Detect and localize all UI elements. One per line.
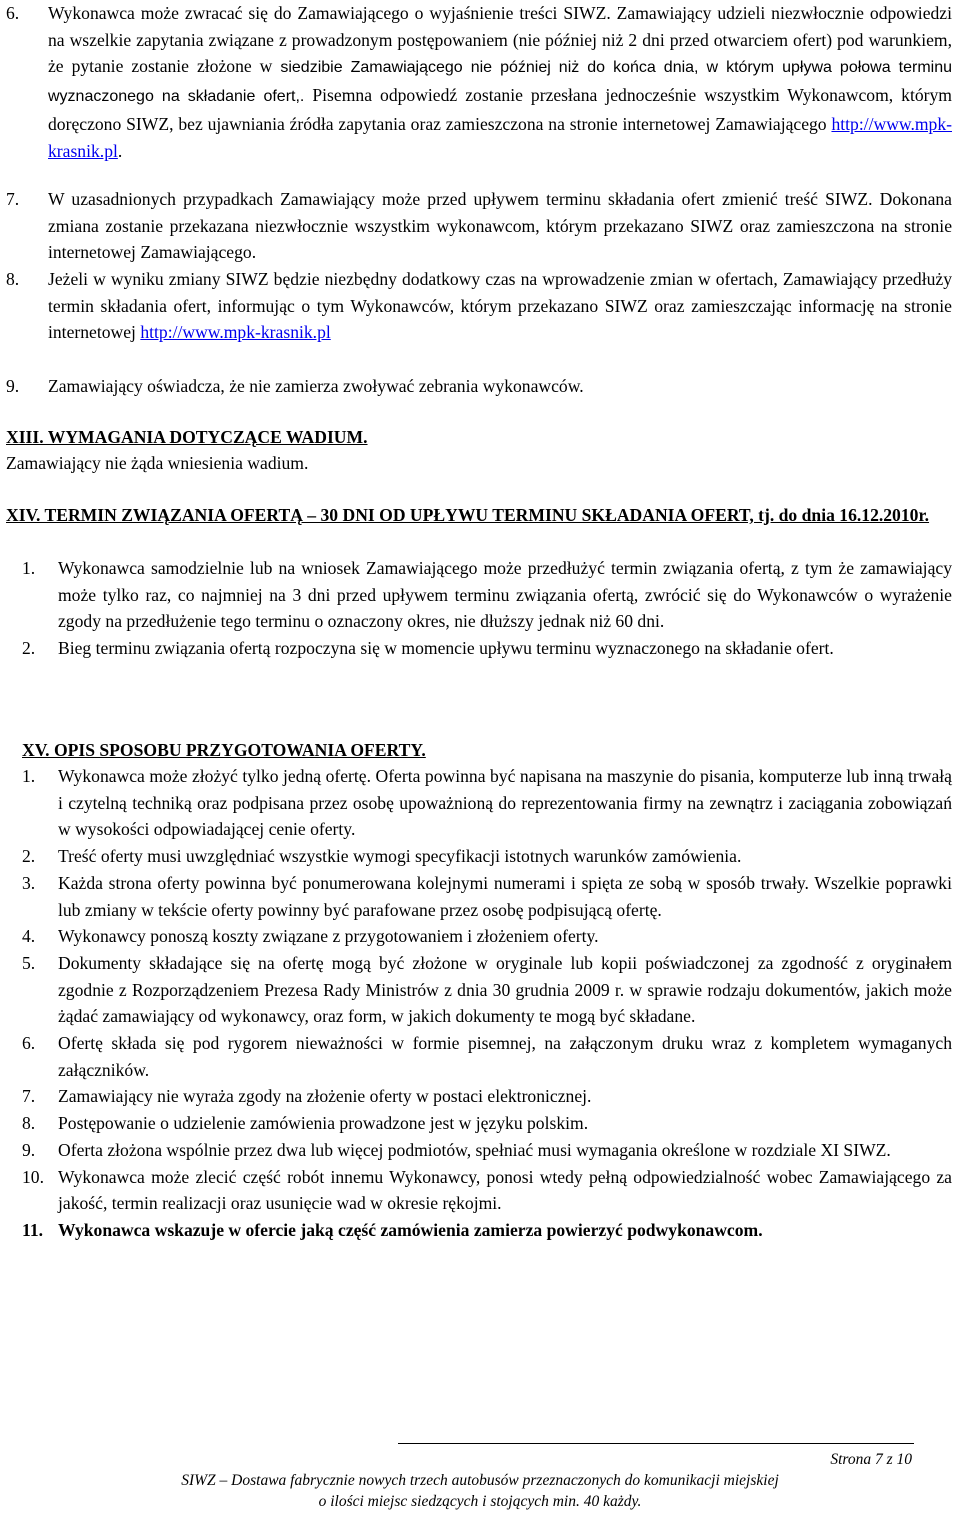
item-text: Wykonawca może zwracać się do Zamawiającego o wyjaśnienie treści SIWZ. Zamawiający udzieli niezwłocznie odpowiedzi na wszelkie zapytania związane z prowadzonym postępowaniem (nie później niż 2 dni przed otwarciem ofert) pod warunkiem, że pytanie zostanie złożone w siedzibie Zamawiającego nie później niż do końca dnia, w którym upływa połowa terminu wyznaczonego na składanie ofert,. Pisemna odpowiedź zostanie przesłana jednocześnie wszystkim Wykonawcom, którym doręczono SIWZ, bez ujawniania źródła zapytania oraz zamieszczona na stronie internetowej Zamawiającego http://www.mpk-krasnik.pl. bbox=[48, 3, 953, 161]
website-link[interactable]: http://www.mpk-krasnik.pl bbox=[140, 322, 331, 343]
list-item: 10. Wykonawca może zlecić część robót innemu Wykonawcy, ponosi wtedy pełną odpowiedzialność wobec Zamawiającego za jakość, termin realizacji oraz usunięcie wad w okresie rękojmi. bbox=[22, 1166, 952, 1214]
item-number: 7. bbox=[6, 189, 20, 209]
list-item: 4. Wykonawcy ponoszą koszty związane z przygotowaniem i złożeniem oferty. bbox=[22, 926, 599, 947]
section-xiii-text: Zamawiający nie żąda wniesienia wadium. bbox=[6, 453, 309, 473]
section-xv-list bbox=[22, 763, 952, 1244]
page-number: Strona 7 z 10 bbox=[830, 1451, 912, 1468]
list-item: 1. Wykonawca samodzielnie lub na wniosek Zamawiającego może przedłużyć termin związania ofertą, z tym że zamawiający może tylko raz, co najmniej na 3 dni przed upływem terminu związania ofertą, zwrócić się do Wykonawców o wyrażenie zgody na przedłużenie tego terminu o oznaczony okres, nie dłuższy jednak niż 60 dni. bbox=[22, 558, 952, 632]
list-item: 11. Wykonawca wskazuje w ofercie jaką część zamówienia zamierza powierzyć podwykonawcom. bbox=[22, 1219, 763, 1240]
list-item: 1. Wykonawca może złożyć tylko jedną ofertę. Oferta powinna być napisana na maszynie do pisania, komputerze lub inną trwałą i czytelną techniką oraz podpisana przez osobę upoważnioną do reprezentowania firmy na zewnątrz i zaciągania zobowiązań w wysokości odpowiadającej cenie oferty. bbox=[22, 766, 952, 840]
list-item-6 bbox=[6, 0, 952, 164]
section-heading-xiv: XIV. TERMIN ZWIĄZANIA OFERTĄ – 30 DNI OD UPŁYWU TERMINU SKŁADANIA OFERT, tj. do dnia 16.12.2010r. bbox=[6, 505, 930, 525]
list-item: 6. Ofertę składa się pod rygorem nieważności w formie pisemnej, na załączonym druku wraz z kompletem wymaganych załączników. bbox=[22, 1033, 952, 1080]
item-number: 8. bbox=[6, 269, 20, 289]
list-item: 8. Postępowanie o udzielenie zamówienia prowadzone jest w języku polskim. bbox=[22, 1113, 589, 1134]
website-link[interactable]: http://www.mpk-krasnik.pl bbox=[48, 113, 952, 161]
list-item-7 bbox=[6, 186, 952, 266]
list-item: 5. Dokumenty składające się na ofertę mogą być złożone w oryginale lub kopii poświadczonej za zgodność z oryginałem zgodnie z Rozporządzeniem Prezesa Rady Ministrów z dnia 30 grudnia 2009 r. w sprawie rodzaju dokumentów, jakich może żądać zamawiający od wykonawcy, oraz form, w jakich dokumenty te mogą być składane. bbox=[22, 952, 952, 1027]
list-item: 2. Treść oferty musi uwzględniać wszystkie wymogi specyfikacji istotnych warunków zamówienia. bbox=[22, 846, 742, 867]
list-item: 3. Każda strona oferty powinna być ponumerowana kolejnymi numerami i spięta ze sobą w sposób trwały. Wszelkie poprawki lub zmiany w tekście oferty powinny być parafowane przez osobę podpisującą ofertę. bbox=[22, 872, 952, 920]
item-text: Zamawiający oświadcza, że nie zamierza zwoływać zebrania wykonawców. bbox=[48, 376, 584, 396]
list-item: 9. Oferta złożona wspólnie przez dwa lub więcej podmiotów, spełniać musi wymagania określone w rozdziale XI SIWZ. bbox=[22, 1139, 891, 1160]
list-item: 2. Bieg terminu związania ofertą rozpoczyna się w momencie upływu terminu wyznaczonego na składanie ofert. bbox=[22, 638, 834, 659]
item-text: W uzasadnionych przypadkach Zamawiający może przed upływem terminu składania ofert zmienić treść SIWZ. Dokonana zmiana zostanie przekazana niezwłocznie wszystkim wykonawcom, którym przekazano SIWZ oraz zamieszczona na stronie internetowej Zamawiającego. bbox=[48, 189, 952, 263]
footer-title-line-1: SIWZ – Dostawa fabrycznie nowych trzech autobusów przeznaczonych do komunikacji miejskiej bbox=[181, 1472, 779, 1489]
section-heading-xv: XV. OPIS SPOSOBU PRZYGOTOWANIA OFERTY. bbox=[22, 740, 426, 760]
section-heading-xiii: XIII. WYMAGANIA DOTYCZĄCE WADIUM. bbox=[6, 427, 368, 447]
list-item-8 bbox=[6, 266, 952, 346]
item-text-sans: siedzibie Zamawiającego nie później niż do końca dnia, w którym upływa połowa terminu wyznaczonego na składanie ofert,. bbox=[48, 59, 953, 106]
item-number: 9. bbox=[6, 376, 20, 396]
list-item-9 bbox=[6, 373, 952, 400]
footer-title-line-2: o ilości miejsc siedzących i stojących min. 40 każdy. bbox=[318, 1493, 642, 1510]
item-number: 6. bbox=[6, 3, 20, 23]
footer-divider bbox=[398, 1443, 914, 1444]
list-item: 7. Zamawiający nie wyraża zgody na złożenie oferty w postaci elektronicznej. bbox=[22, 1086, 592, 1107]
section-xiv-list bbox=[22, 555, 952, 662]
item-text: Jeżeli w wyniku zmiany SIWZ będzie niezbędny dodatkowy czas na wprowadzenie zmian w ofertach, Zamawiający przedłuży termin składania ofert, informując o tym Wykonawców, którym przekazano SIWZ oraz zamieszczając informację na stronie internetowej http://www.mpk-krasnik.pl bbox=[48, 269, 952, 343]
